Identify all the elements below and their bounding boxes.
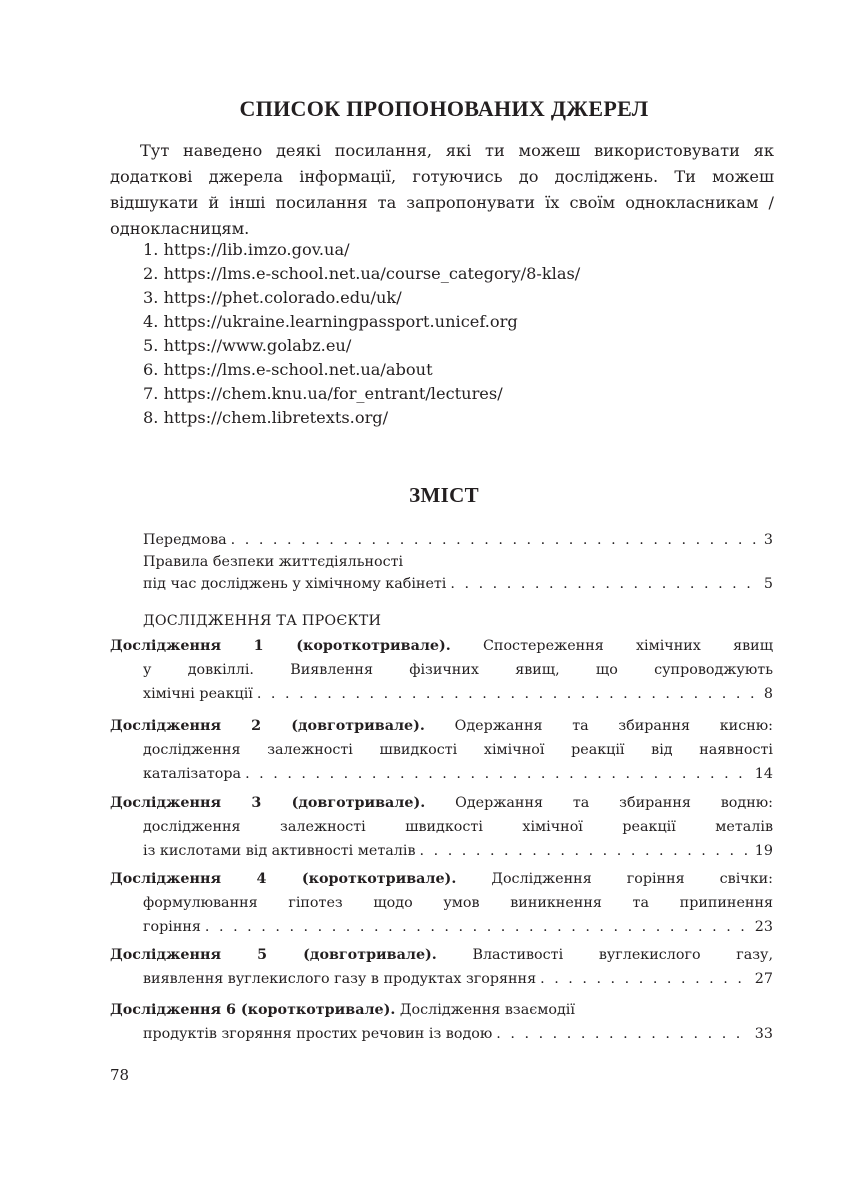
toc-entry-text: Спостереження хімічних явищ (482, 638, 773, 654)
toc-page-number: 33 (754, 1026, 773, 1042)
toc-leader-dots (205, 915, 751, 939)
source-link[interactable]: 8. https://chem.libretexts.org/ (143, 408, 389, 427)
toc-entry-bold-title: Дослідження 3 (довготривале). (110, 795, 426, 811)
toc-page-number: 19 (754, 843, 773, 859)
toc-leader-dots (257, 682, 757, 706)
toc-page-number: 27 (754, 971, 773, 987)
toc-entry-research-6 (110, 998, 773, 1046)
toc-entry-text: дослідження залежності швидкості хімічної реакції від наявності (143, 742, 773, 758)
toc-entry-bold-title: Дослідження 6 (короткотривале). (110, 1002, 396, 1018)
source-link[interactable]: 6. https://lms.e-school.net.ua/about (143, 360, 433, 379)
toc-entry-foreword (143, 529, 773, 551)
source-link[interactable]: 3. https://phet.colorado.edu/uk/ (143, 288, 402, 307)
toc-entry-text: у довкіллі. Виявлення фізичних явищ, що супроводжують (143, 662, 773, 678)
toc-entry-research-4 (110, 867, 773, 939)
toc-leader-dots (540, 967, 751, 991)
toc-entry-research-2 (110, 714, 773, 786)
toc-page-number: 8 (763, 686, 773, 702)
toc-entry-text: формулювання гіпотез щодо умов виникнення та припинення (143, 895, 773, 911)
toc-entry-text: горіння (143, 919, 201, 935)
sources-title: СПИСОК ПРОПОНОВАНИХ ДЖЕРЕЛ (239, 96, 649, 121)
toc-entry-research-5 (110, 943, 773, 991)
toc-entry-text: каталізатора (143, 766, 242, 782)
toc-leader-dots (496, 1022, 751, 1046)
toc-leader-dots (420, 839, 751, 863)
toc-entry-label: під час досліджень у хімічному кабінеті (143, 576, 447, 592)
sources-link-list (143, 238, 580, 430)
toc-entry-text: хімічні реакції (143, 686, 253, 702)
source-link[interactable]: 2. https://lms.e-school.net.ua/course_category/8-klas/ (143, 264, 581, 283)
toc-page-number: 23 (754, 919, 773, 935)
toc-entry-text: Властивості вуглекислого газу, (472, 947, 773, 963)
toc-entry-text: Дослідження горіння свічки: (491, 871, 773, 887)
page-number: 78 (110, 1066, 130, 1084)
contents-title: ЗМІСТ (409, 483, 479, 507)
toc-entry-text: із кислотами від активності металів (143, 843, 416, 859)
toc-entry-text: продуктів згоряння простих речовин із водою (143, 1026, 493, 1042)
toc-leader-dots (231, 529, 757, 551)
source-link[interactable]: 1. https://lib.imzo.gov.ua/ (143, 240, 350, 259)
source-link[interactable]: 4. https://ukraine.learningpassport.unicef.org (143, 312, 518, 331)
toc-page-number: 5 (763, 576, 773, 592)
toc-entry-text: Одержання та збирання кисню: (454, 718, 774, 734)
toc-entry-bold-title: Дослідження 5 (довготривале). (110, 947, 437, 963)
toc-entry-bold-title: Дослідження 1 (короткотривале). (110, 638, 451, 654)
toc-entry-label: Правила безпеки життєдіяльності (143, 554, 404, 570)
toc-entry-text: Одержання та збирання водню: (455, 795, 773, 811)
toc-entry-safety (143, 551, 773, 595)
toc-leader-dots (450, 573, 757, 595)
toc-entry-research-3 (110, 791, 773, 863)
source-link[interactable]: 7. https://chem.knu.ua/for_entrant/lectures/ (143, 384, 503, 403)
toc-page-number: 14 (754, 766, 773, 782)
sources-intro: Тут наведено деякі посилання, які ти можеш використовувати як додаткові джерела інформації, готуючись до досліджень. Ти можеш відшукати й інші посилання та запропонувати їх своїм однокласникам / однокласницям. (110, 141, 774, 238)
toc-entry-text: дослідження залежності швидкості хімічної реакції металів (143, 819, 773, 835)
toc-page-number: 3 (763, 532, 773, 548)
toc-entry-text: виявлення вуглекислого газу в продуктах згоряння (143, 971, 537, 987)
toc-entry-text: Дослідження взаємодії (399, 1002, 575, 1018)
source-link[interactable]: 5. https://www.golabz.eu/ (143, 336, 352, 355)
toc-section-heading: ДОСЛІДЖЕННЯ ТА ПРОЄКТИ (143, 613, 382, 629)
toc-entry-research-1 (110, 634, 773, 706)
toc-entry-label: Передмова (143, 532, 227, 548)
toc-entry-bold-title: Дослідження 2 (довготривале). (110, 718, 425, 734)
toc-entry-bold-title: Дослідження 4 (короткотривале). (110, 871, 457, 887)
toc-leader-dots (245, 762, 751, 786)
